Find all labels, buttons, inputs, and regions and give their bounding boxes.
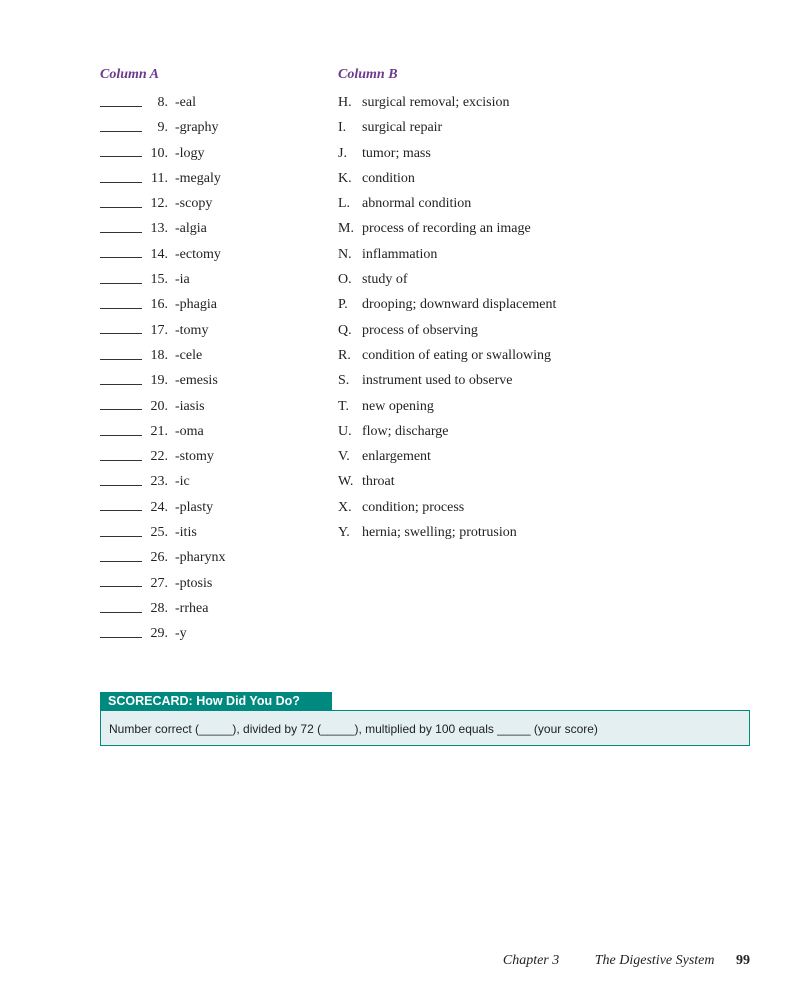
answer-blank[interactable] bbox=[100, 283, 142, 284]
item-definition: tumor; mass bbox=[362, 145, 431, 161]
column-a-list bbox=[100, 90, 226, 647]
item-definition: study of bbox=[362, 272, 408, 288]
footer-title: The Digestive System bbox=[594, 953, 715, 968]
column-b-item bbox=[338, 318, 556, 343]
column-a-item bbox=[100, 495, 226, 520]
column-b-item bbox=[338, 394, 556, 419]
item-term: -phagia bbox=[175, 297, 217, 313]
column-a-item bbox=[100, 292, 226, 317]
column-b-item bbox=[338, 495, 556, 520]
item-term: -plasty bbox=[175, 499, 214, 515]
item-term: -eal bbox=[175, 95, 196, 110]
column-b-item bbox=[338, 419, 556, 444]
column-b-item bbox=[338, 368, 556, 393]
item-term: -stomy bbox=[175, 449, 214, 465]
item-number: 26. bbox=[150, 550, 168, 566]
answer-blank[interactable] bbox=[100, 333, 142, 334]
column-a-item bbox=[100, 419, 226, 444]
item-term: -logy bbox=[175, 145, 205, 161]
item-term: -ic bbox=[175, 474, 190, 490]
answer-blank[interactable] bbox=[100, 612, 142, 613]
item-definition: abnormal condition bbox=[362, 196, 472, 212]
column-a-item bbox=[100, 444, 226, 469]
item-term: -cele bbox=[175, 347, 203, 363]
answer-blank[interactable] bbox=[100, 106, 142, 107]
item-definition: process of recording an image bbox=[362, 221, 531, 237]
column-a-item bbox=[100, 394, 226, 419]
item-number: 28. bbox=[150, 600, 168, 616]
item-term: -tomy bbox=[175, 322, 209, 338]
item-definition: condition of eating or swallowing bbox=[362, 347, 551, 363]
column-b-item bbox=[338, 444, 556, 469]
item-term: -pharynx bbox=[175, 550, 226, 566]
item-definition: surgical repair bbox=[362, 120, 443, 136]
item-definition: surgical removal; excision bbox=[362, 95, 510, 110]
column-b-item bbox=[338, 141, 556, 166]
item-term: -ptosis bbox=[175, 575, 213, 591]
item-letter: H. bbox=[338, 95, 352, 110]
item-letter: J. bbox=[338, 145, 347, 161]
answer-blank[interactable] bbox=[100, 182, 142, 183]
item-letter: Q. bbox=[338, 322, 352, 338]
item-number: 21. bbox=[150, 423, 168, 439]
column-b-item bbox=[338, 191, 556, 216]
column-b-item bbox=[338, 166, 556, 191]
page-number: 99 bbox=[736, 953, 750, 968]
column-a-item bbox=[100, 520, 226, 545]
item-term: -ia bbox=[175, 272, 190, 288]
item-letter: N. bbox=[338, 246, 352, 262]
item-number: 16. bbox=[150, 297, 168, 313]
item-definition: condition; process bbox=[362, 499, 465, 515]
item-term: -emesis bbox=[175, 373, 218, 389]
column-a-item bbox=[100, 90, 226, 115]
column-a-item bbox=[100, 267, 226, 292]
column-b-item bbox=[338, 292, 556, 317]
item-term: -rrhea bbox=[175, 600, 209, 616]
column-a-item bbox=[100, 343, 226, 368]
answer-blank[interactable] bbox=[100, 460, 142, 461]
item-number: 9. bbox=[157, 120, 168, 136]
item-letter: V. bbox=[338, 449, 350, 465]
column-a-item bbox=[100, 469, 226, 494]
item-number: 18. bbox=[150, 347, 168, 363]
item-letter: M. bbox=[338, 221, 354, 237]
column-a-item bbox=[100, 545, 226, 570]
item-number: 19. bbox=[150, 373, 168, 389]
item-letter: L. bbox=[338, 196, 351, 212]
answer-blank[interactable] bbox=[100, 232, 142, 233]
answer-blank[interactable] bbox=[100, 131, 142, 132]
column-a-item bbox=[100, 596, 226, 621]
scorecard-text: Number correct (_____), divided by 72 (_____), multiplied by 100 equals _____ (your score) bbox=[100, 710, 750, 746]
column-a-heading: Column A bbox=[100, 67, 160, 82]
item-term: -oma bbox=[175, 423, 204, 439]
item-definition: process of observing bbox=[362, 322, 478, 338]
column-a-item bbox=[100, 368, 226, 393]
column-b-item bbox=[338, 90, 556, 115]
column-a-item bbox=[100, 141, 226, 166]
item-definition: inflammation bbox=[362, 246, 438, 262]
column-a-item bbox=[100, 191, 226, 216]
answer-blank[interactable] bbox=[100, 586, 142, 587]
item-definition: instrument used to observe bbox=[362, 373, 513, 389]
column-b-item bbox=[338, 469, 556, 494]
item-term: -iasis bbox=[175, 398, 205, 414]
column-a-item bbox=[100, 571, 226, 596]
answer-blank[interactable] bbox=[100, 510, 142, 511]
column-a-item bbox=[100, 318, 226, 343]
footer-chapter: Chapter 3 bbox=[502, 953, 560, 968]
column-a-item bbox=[100, 216, 226, 241]
item-letter: R. bbox=[338, 347, 351, 363]
item-letter: X. bbox=[338, 499, 352, 515]
column-b-item bbox=[338, 242, 556, 267]
item-number: 23. bbox=[150, 474, 168, 490]
column-b-item bbox=[338, 115, 556, 140]
item-definition: drooping; downward displacement bbox=[362, 297, 557, 313]
item-letter: S. bbox=[338, 373, 350, 389]
item-letter: K. bbox=[338, 170, 352, 186]
column-b-item bbox=[338, 216, 556, 241]
item-letter: I. bbox=[338, 120, 347, 136]
item-definition: flow; discharge bbox=[362, 423, 449, 439]
item-definition: condition bbox=[362, 170, 415, 186]
answer-blank[interactable] bbox=[100, 257, 142, 258]
item-number: 11. bbox=[151, 170, 168, 186]
item-definition: hernia; swelling; protrusion bbox=[362, 525, 517, 541]
column-b-item bbox=[338, 343, 556, 368]
column-a-item bbox=[100, 115, 226, 140]
item-number: 14. bbox=[150, 246, 168, 262]
item-number: 10. bbox=[150, 145, 168, 161]
item-term: -graphy bbox=[175, 120, 219, 136]
item-term: -ectomy bbox=[175, 246, 221, 262]
item-number: 25. bbox=[150, 525, 168, 541]
item-letter: O. bbox=[338, 272, 352, 288]
answer-blank[interactable] bbox=[100, 485, 142, 486]
item-number: 8. bbox=[157, 95, 168, 110]
answer-blank[interactable] bbox=[100, 435, 142, 436]
item-letter: Y. bbox=[338, 525, 350, 541]
item-term: -scopy bbox=[175, 196, 213, 212]
item-definition: throat bbox=[362, 474, 395, 490]
item-letter: T. bbox=[338, 398, 350, 414]
item-letter: U. bbox=[338, 423, 352, 439]
item-letter: W. bbox=[338, 474, 354, 490]
item-definition: enlargement bbox=[362, 449, 431, 465]
answer-blank[interactable] bbox=[100, 308, 142, 309]
item-number: 15. bbox=[150, 272, 168, 288]
column-a-item bbox=[100, 242, 226, 267]
column-b-item bbox=[338, 267, 556, 292]
answer-blank[interactable] bbox=[100, 359, 142, 360]
scorecard bbox=[100, 692, 750, 746]
item-letter: P. bbox=[338, 297, 348, 313]
item-definition: new opening bbox=[362, 398, 434, 414]
answer-blank[interactable] bbox=[100, 207, 142, 208]
answer-blank[interactable] bbox=[100, 156, 142, 157]
column-a-item bbox=[100, 166, 226, 191]
item-term: -itis bbox=[175, 525, 197, 541]
column-b-heading: Column B bbox=[338, 67, 398, 82]
answer-blank[interactable] bbox=[100, 384, 142, 385]
item-number: 17. bbox=[150, 322, 168, 338]
item-term: -algia bbox=[175, 221, 207, 237]
item-number: 20. bbox=[150, 398, 168, 414]
column-a-item bbox=[100, 621, 226, 646]
answer-blank[interactable] bbox=[100, 561, 142, 562]
answer-blank[interactable] bbox=[100, 536, 142, 537]
column-b-list bbox=[338, 90, 556, 545]
answer-blank[interactable] bbox=[100, 409, 142, 410]
item-term: -megaly bbox=[175, 170, 221, 186]
item-number: 27. bbox=[150, 575, 168, 591]
item-term: -y bbox=[175, 626, 187, 642]
item-number: 12. bbox=[150, 196, 168, 212]
item-number: 24. bbox=[150, 499, 168, 515]
answer-blank[interactable] bbox=[100, 637, 142, 638]
scorecard-title: SCORECARD: How Did You Do? bbox=[100, 692, 332, 710]
page-footer bbox=[503, 953, 750, 969]
column-b-item bbox=[338, 520, 556, 545]
item-number: 13. bbox=[150, 221, 168, 237]
item-number: 29. bbox=[150, 626, 168, 642]
item-number: 22. bbox=[150, 449, 168, 465]
